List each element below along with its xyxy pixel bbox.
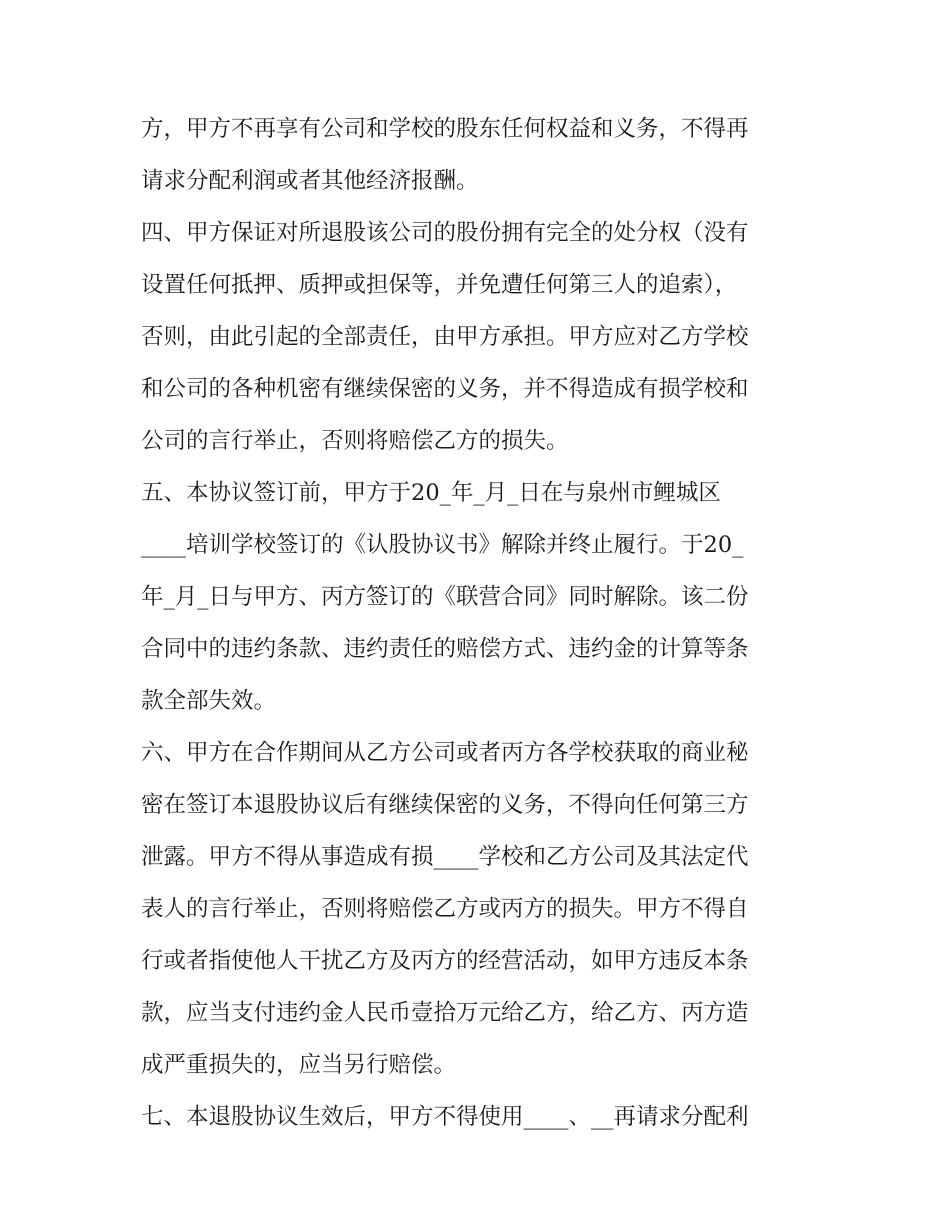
text-line: 设置任何抵押、质押或担保等，并免遭任何第三人的追索）， xyxy=(141,272,738,298)
text-line: 请求分配利润或者其他经济报酬。 xyxy=(141,168,479,194)
text-line: 和公司的各种机密有继续保密的义务，并不得造成有损学校和 xyxy=(141,376,749,402)
text-line: 合同中的违约条款、违约责任的赔偿方式、违约金的计算等条 xyxy=(141,636,749,662)
text-line: 表人的言行举止，否则将赔偿乙方或丙方的损失。甲方不得自 xyxy=(141,896,749,922)
text-line: 六、甲方在合作期间从乙方公司或者丙方各学校获取的商业秘 xyxy=(141,740,749,766)
text-line: 五、本协议签订前，甲方于20_年_月_日在与泉州市鲤城区 xyxy=(141,480,721,506)
text-line: 方，甲方不再享有公司和学校的股东任何权益和义务，不得再 xyxy=(141,116,749,142)
document-body xyxy=(141,103,813,1143)
text-line: 七、本退股协议生效后，甲方不得使用____、__再请求分配利 xyxy=(141,1104,749,1130)
text-line: ____培训学校签订的《认股协议书》解除并终止履行。于20_ xyxy=(141,532,744,558)
text-line: 年_月_日与甲方、丙方签订的《联营合同》同时解除。该二份 xyxy=(141,584,749,610)
text-line: 成严重损失的，应当另行赔偿。 xyxy=(141,1052,457,1078)
text-line: 否则，由此引起的全部责任，由甲方承担。甲方应对乙方学校 xyxy=(141,324,749,350)
text-line: 公司的言行举止，否则将赔偿乙方的损失。 xyxy=(141,428,569,454)
text-line: 密在签订本退股协议后有继续保密的义务，不得向任何第三方 xyxy=(141,792,749,818)
text-line: 泄露。甲方不得从事造成有损____学校和乙方公司及其法定代 xyxy=(141,844,749,870)
text-line: 款，应当支付违约金人民币壹拾万元给乙方，给乙方、丙方造 xyxy=(141,1000,749,1026)
text-line: 四、甲方保证对所退股该公司的股份拥有完全的处分权（没有 xyxy=(141,220,749,246)
text-line: 款全部失效。 xyxy=(141,688,277,714)
text-line: 行或者指使他人干扰乙方及丙方的经营活动，如甲方违反本条 xyxy=(141,948,749,974)
